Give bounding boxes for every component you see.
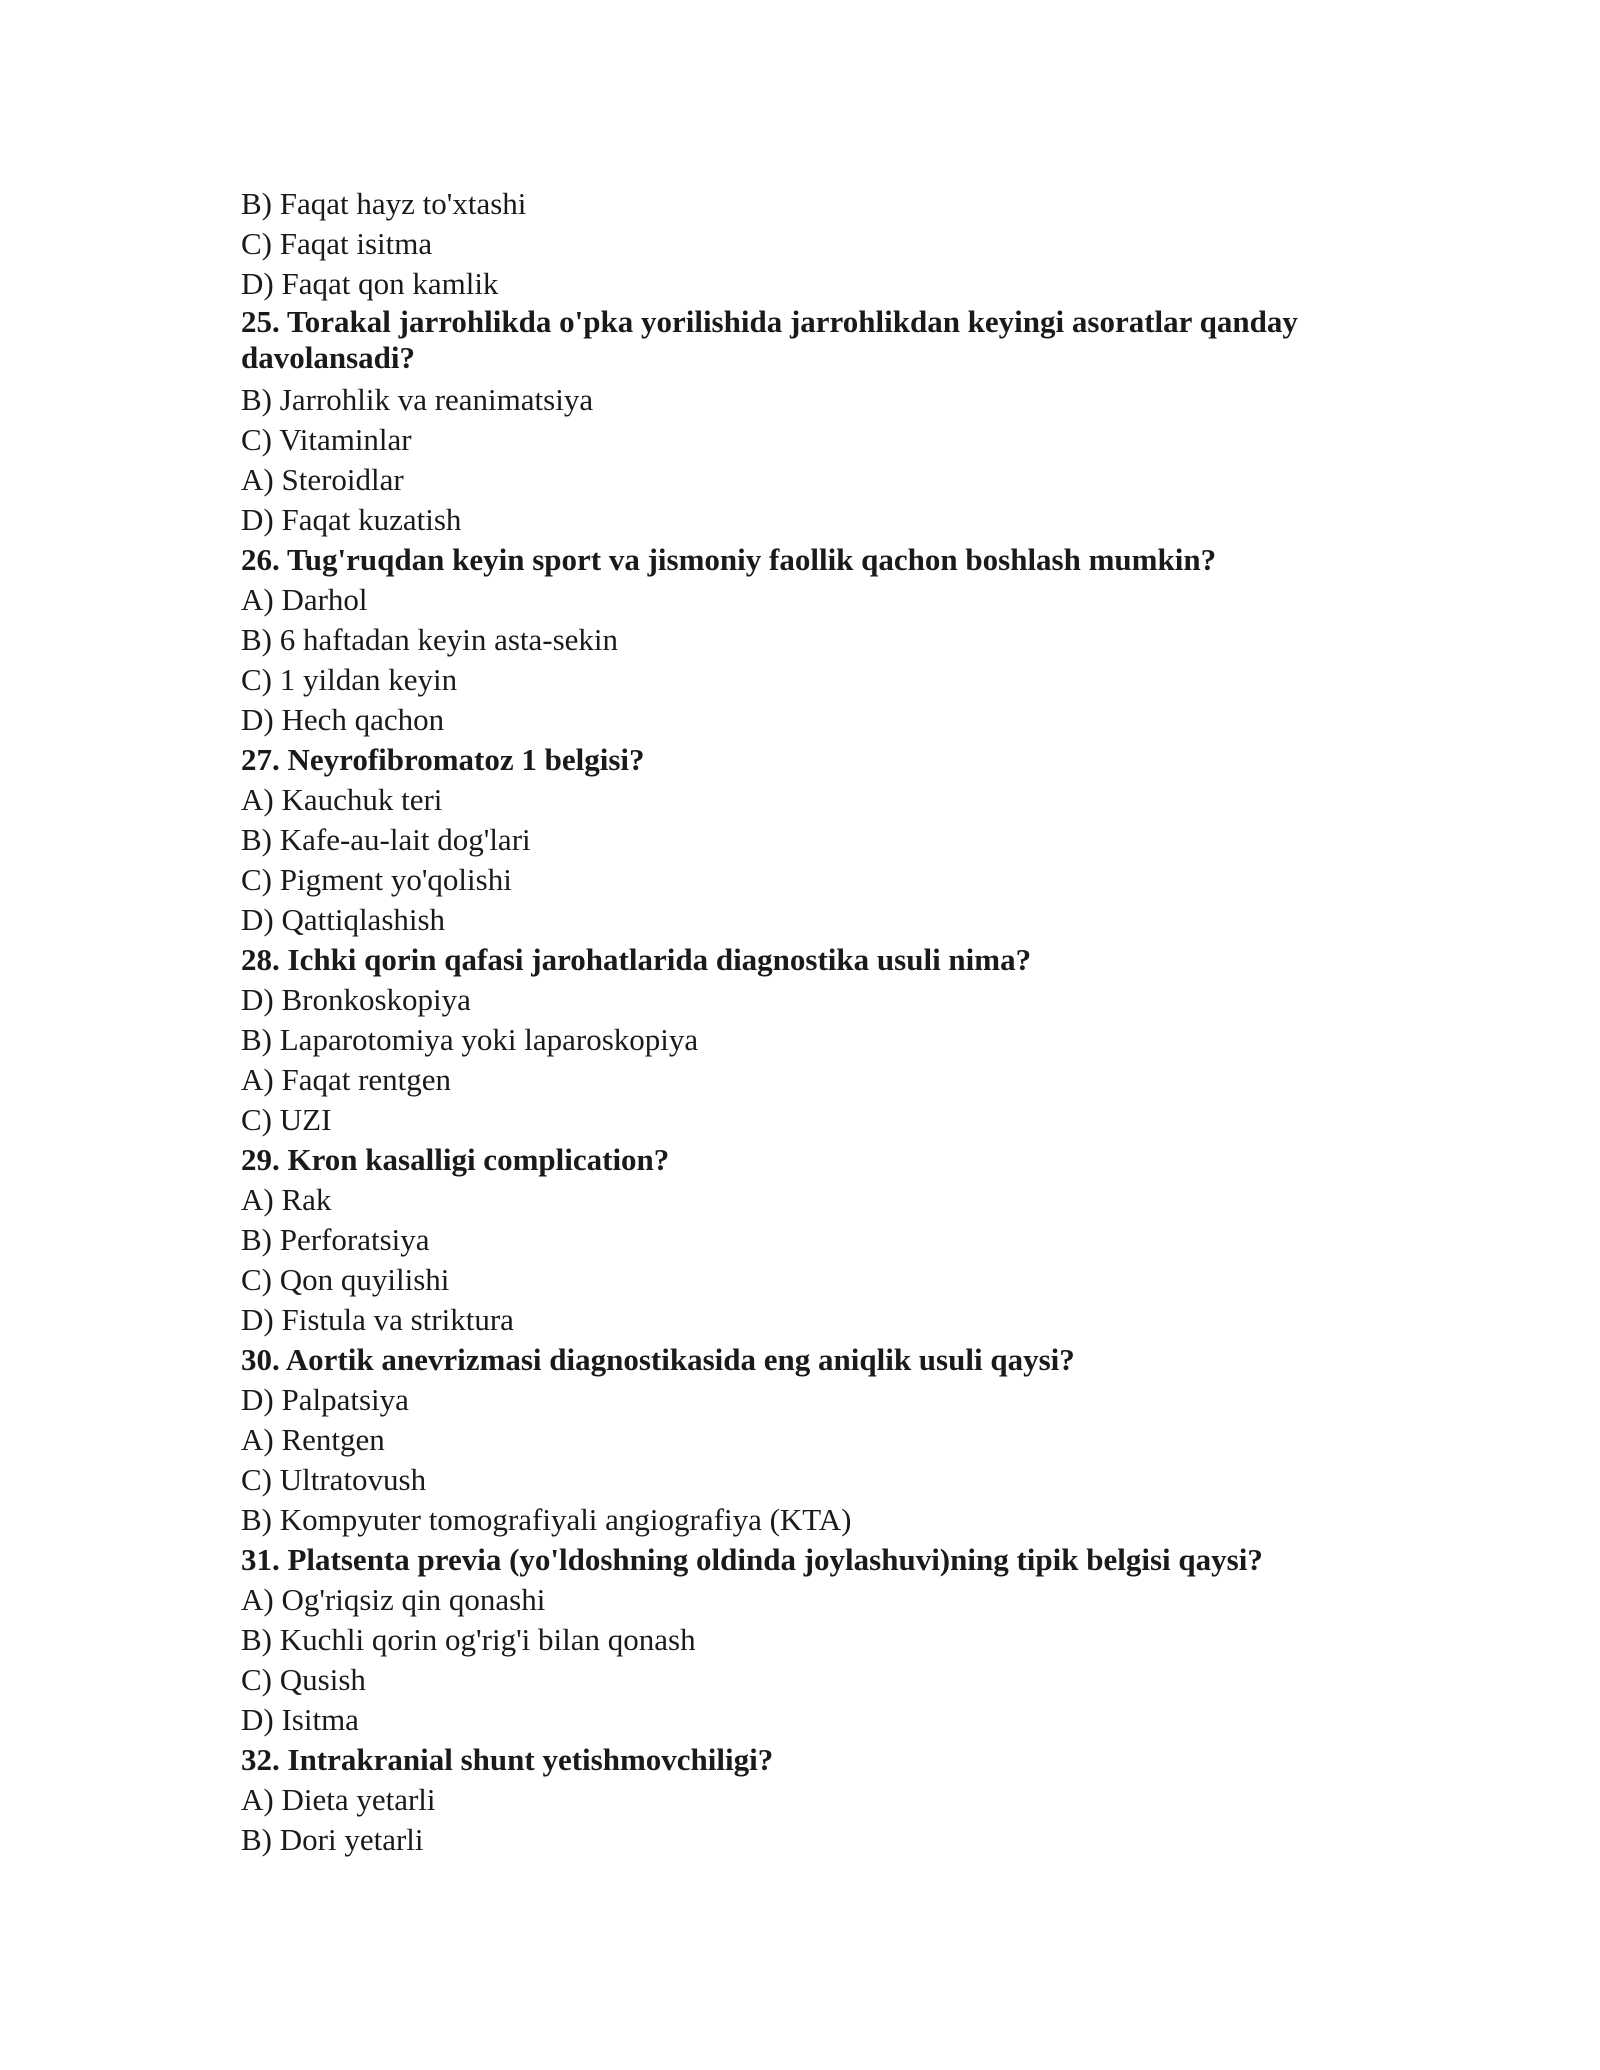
answer-option: A) Rentgen xyxy=(241,1422,385,1457)
answer-option: C) Ultratovush xyxy=(241,1462,427,1497)
answer-option: D) Isitma xyxy=(241,1702,359,1737)
question-heading: 26. Tug'ruqdan keyin sport va jismoniy faollik qachon boshlash mumkin? xyxy=(241,542,1217,577)
answer-option: B) Kuchli qorin og'rig'i bilan qonash xyxy=(241,1622,696,1657)
question-heading: 32. Intrakranial shunt yetishmovchiligi? xyxy=(241,1742,774,1777)
answer-option: B) Laparotomiya yoki laparoskopiya xyxy=(241,1022,699,1057)
answer-option: C) Qusish xyxy=(241,1662,366,1697)
answer-option: A) Darhol xyxy=(241,582,368,617)
answer-option: C) UZI xyxy=(241,1102,332,1137)
answer-option: A) Faqat rentgen xyxy=(241,1062,452,1097)
answer-option: B) Dori yetarli xyxy=(241,1822,424,1857)
question-heading: 30. Aortik anevrizmasi diagnostikasida eng aniqlik usuli qaysi? xyxy=(241,1342,1075,1377)
question-heading: 27. Neyrofibromatoz 1 belgisi? xyxy=(241,742,645,777)
answer-option: C) Qon quyilishi xyxy=(241,1262,450,1297)
answer-option: D) Fistula va striktura xyxy=(241,1302,514,1337)
question-heading: 31. Platsenta previa (yo'ldoshning oldinda joylashuvi)ning tipik belgisi qaysi? xyxy=(241,1542,1263,1577)
answer-option: B) Perforatsiya xyxy=(241,1222,430,1257)
answer-option: B) 6 haftadan keyin asta-sekin xyxy=(241,622,619,657)
answer-option: B) Jarrohlik va reanimatsiya xyxy=(241,382,594,417)
answer-option: B) Kafe-au-lait dog'lari xyxy=(241,822,531,857)
answer-option: A) Rak xyxy=(241,1182,332,1217)
question-heading: 28. Ichki qorin qafasi jarohatlarida diagnostika usuli nima? xyxy=(241,942,1032,977)
answer-option: C) Faqat isitma xyxy=(241,226,433,261)
answer-option: A) Dieta yetarli xyxy=(241,1782,436,1817)
quiz-content xyxy=(241,184,1361,1860)
answer-option: D) Palpatsiya xyxy=(241,1382,409,1417)
answer-option: C) Pigment yo'qolishi xyxy=(241,862,512,897)
answer-option: D) Faqat qon kamlik xyxy=(241,266,499,301)
answer-option: A) Steroidlar xyxy=(241,462,404,497)
answer-option: D) Faqat kuzatish xyxy=(241,502,462,537)
answer-option: C) Vitaminlar xyxy=(241,422,412,457)
answer-option: D) Bronkoskopiya xyxy=(241,982,471,1017)
answer-option: C) 1 yildan keyin xyxy=(241,662,458,697)
answer-option: A) Og'riqsiz qin qonashi xyxy=(241,1582,546,1617)
answer-option: D) Qattiqlashish xyxy=(241,902,446,937)
answer-option: B) Kompyuter tomografiyali angiografiya (KTA) xyxy=(241,1502,852,1537)
question-heading: 25. Torakal jarrohlikda o'pka yorilishida jarrohlikdan keyingi asoratlar qanday davolansadi? xyxy=(241,304,1298,375)
answer-option: B) Faqat hayz to'xtashi xyxy=(241,186,527,221)
answer-option: D) Hech qachon xyxy=(241,702,445,737)
answer-option: A) Kauchuk teri xyxy=(241,782,443,817)
question-heading: 29. Kron kasalligi complication? xyxy=(241,1142,670,1177)
